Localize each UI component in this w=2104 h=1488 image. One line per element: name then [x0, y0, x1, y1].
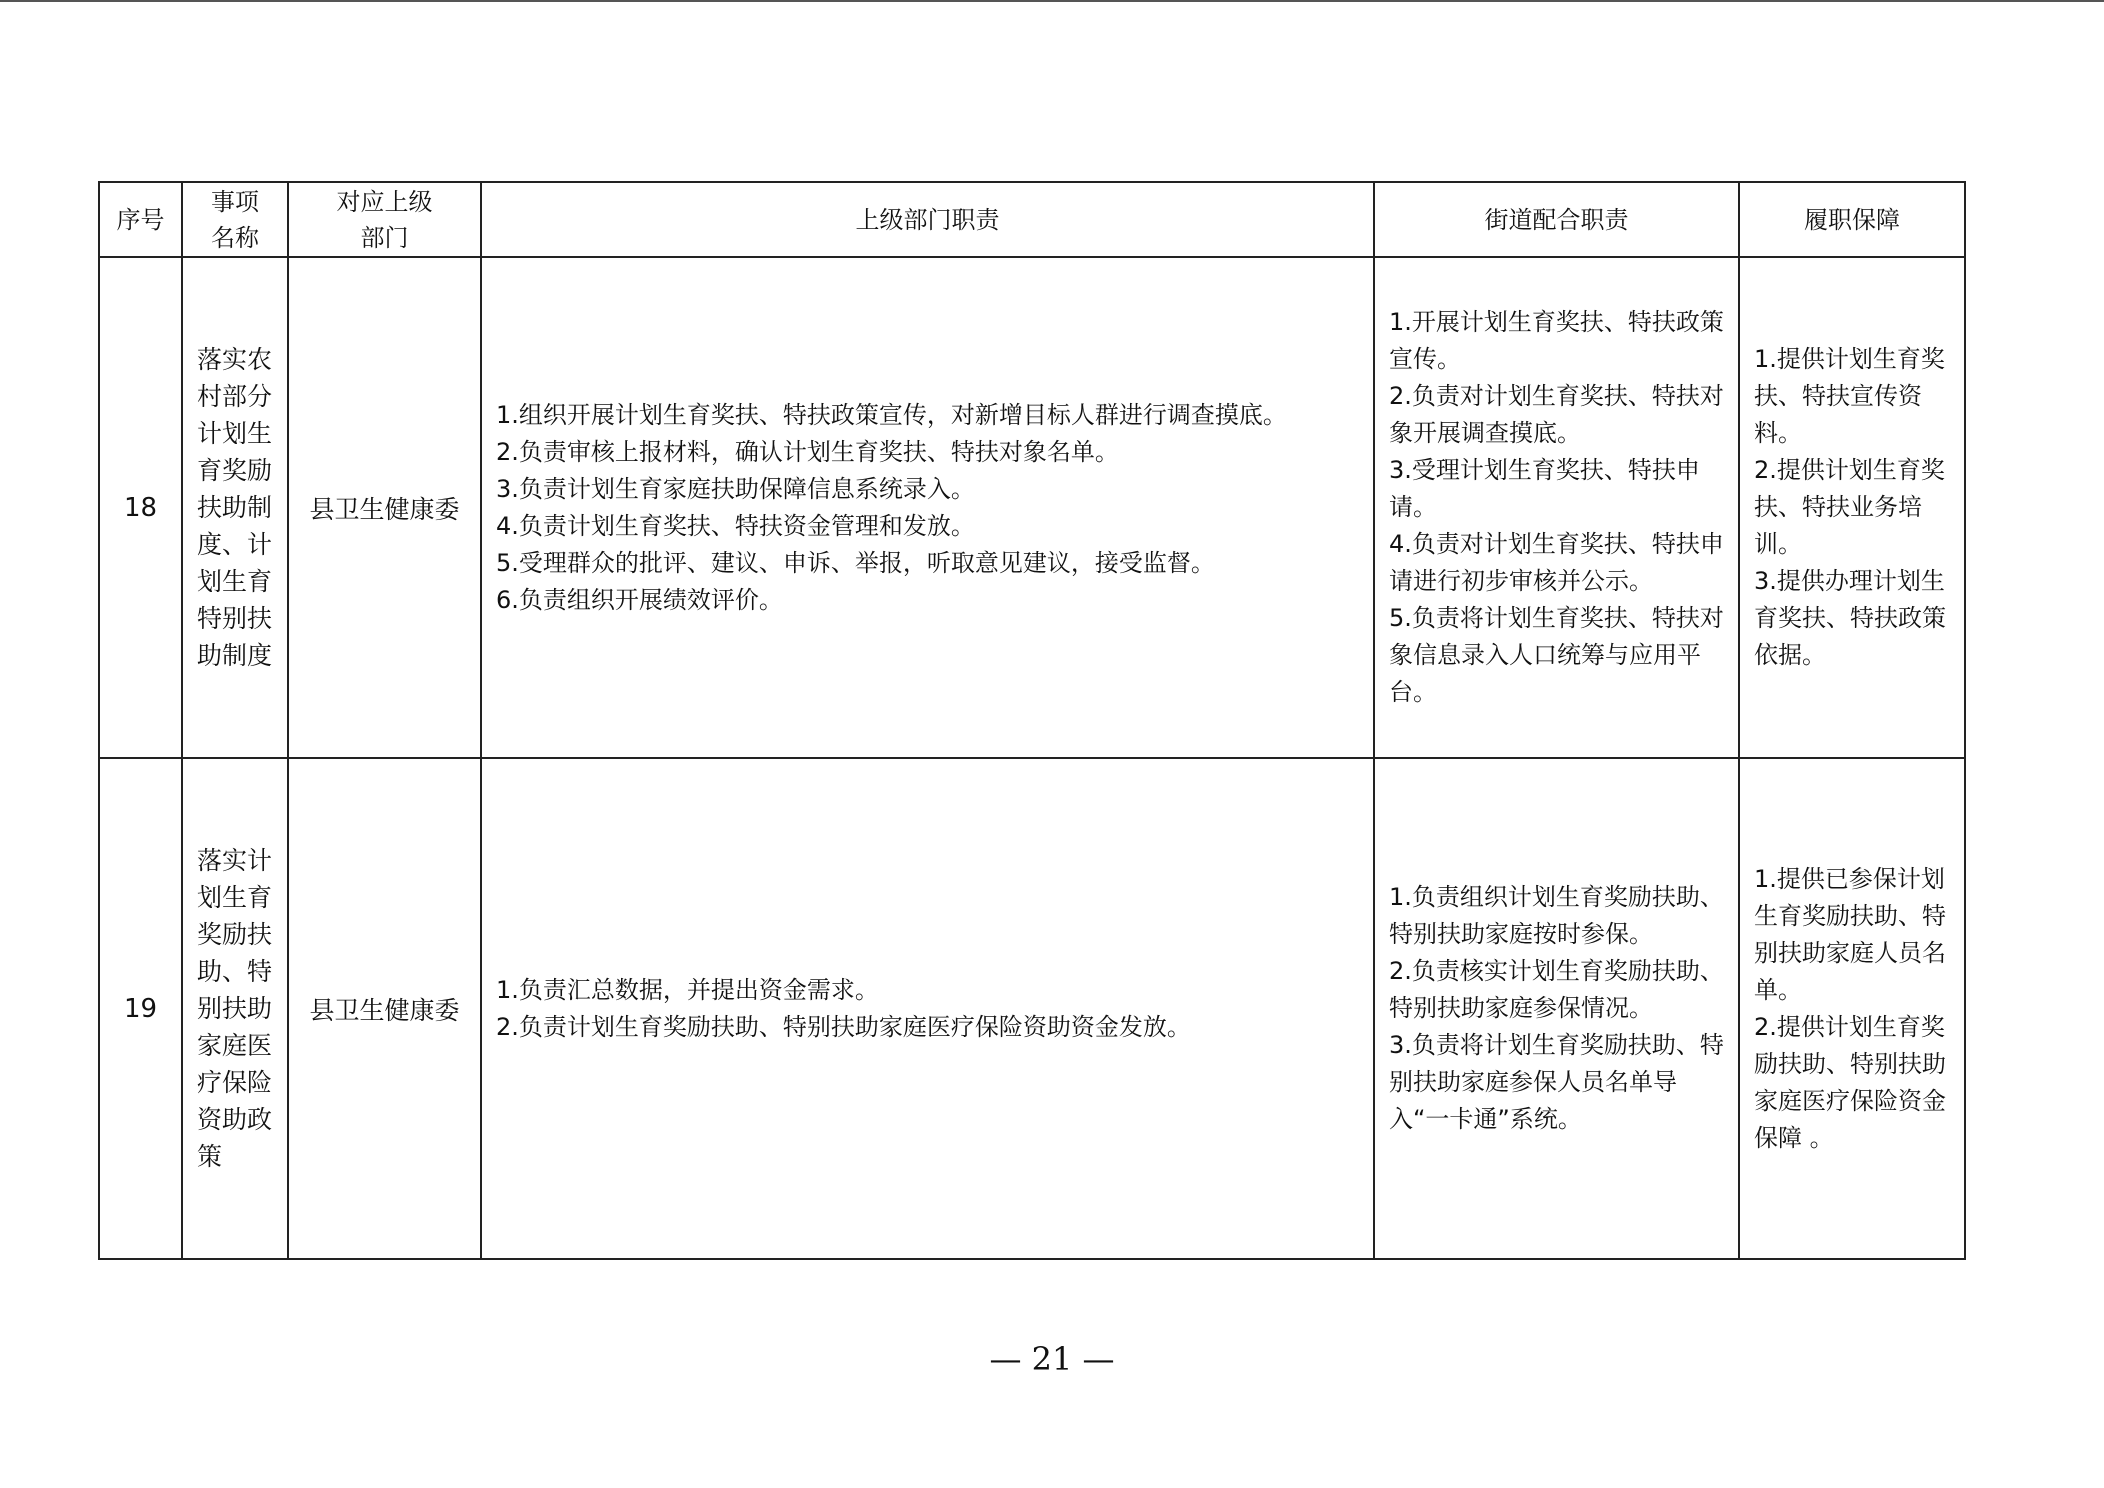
header-street-duties: 街道配合职责 [1374, 182, 1739, 257]
upper-duties-line: 2.负责计划生育奖励扶助、特别扶助家庭医疗保险资助资金发放。 [496, 1012, 1191, 1041]
upper-duties-line: 1.负责汇总数据，并提出资金需求。 [496, 975, 879, 1004]
upper-duties-line: 3.负责计划生育家庭扶助保障信息系统录入。 [496, 474, 975, 503]
upper-dept [288, 758, 481, 1259]
upper-duties [481, 758, 1374, 1259]
upper-duties-line: 6.负责组织开展绩效评价。 [496, 585, 783, 614]
row-number [99, 758, 182, 1259]
guarantee [1739, 758, 1965, 1259]
street-duties-line: 4.负责对计划生育奖扶、特扶申请进行初步审核并公示。 [1389, 530, 1724, 595]
street-duties-line: 3.受理计划生育奖扶、特扶申请。 [1389, 456, 1700, 521]
upper-dept-text: 县卫生健康委 [309, 494, 460, 524]
item-name-text: 落实计划生育奖励扶助、特别扶助家庭医疗保险资助政策 [197, 846, 273, 1171]
upper-duties [481, 257, 1374, 758]
row-number-text: 19 [123, 993, 158, 1024]
upper-duties-line: 5.受理群众的批评、建议、申诉、举报，听取意见建议，接受监督。 [496, 548, 1215, 577]
item-name [182, 758, 288, 1259]
row-number-text: 18 [123, 492, 158, 523]
item-name-text: 落实农村部分计划生育奖励扶助制度、计划生育特别扶助制度 [197, 345, 273, 670]
guarantee-line: 3.提供办理计划生育奖扶、特扶政策依据。 [1754, 567, 1946, 669]
street-duties-line: 2.负责对计划生育奖扶、特扶对象开展调查摸底。 [1389, 382, 1724, 447]
street-duties-line: 2.负责核实计划生育奖励扶助、特别扶助家庭参保情况。 [1389, 957, 1724, 1022]
table-row [99, 257, 1965, 758]
guarantee-line: 2.提供计划生育奖励扶助、特别扶助家庭医疗保险资金保障 。 [1754, 1012, 1946, 1152]
guarantee-line: 2.提供计划生育奖扶、特扶业务培训。 [1754, 456, 1945, 558]
item-name [182, 257, 288, 758]
page-number: — 21 — [989, 1340, 1115, 1378]
upper-duties-line: 4.负责计划生育奖扶、特扶资金管理和发放。 [496, 511, 975, 540]
guarantee [1739, 257, 1965, 758]
table-header-row [99, 182, 1965, 257]
street-duties [1374, 257, 1739, 758]
header-item-name: 事项 名称 [182, 182, 288, 257]
row-number [99, 257, 182, 758]
guarantee-line: 1.提供已参保计划生育奖励扶助、特别扶助家庭人员名单。 [1754, 864, 1946, 1004]
upper-duties-line: 2.负责审核上报材料，确认计划生育奖扶、特扶对象名单。 [496, 437, 1119, 466]
street-duties-line: 1.开展计划生育奖扶、特扶政策宣传。 [1389, 308, 1724, 373]
upper-dept [288, 257, 481, 758]
duty-table [98, 181, 1966, 1260]
upper-dept-text: 县卫生健康委 [309, 995, 460, 1025]
guarantee-line: 1.提供计划生育奖扶、特扶宣传资料。 [1754, 345, 1945, 447]
street-duties-line: 3.负责将计划生育奖励扶助、特别扶助家庭参保人员名单导入“一卡通”系统。 [1389, 1031, 1724, 1133]
top-border-line [0, 0, 2104, 2]
header-guarantee: 履职保障 [1739, 182, 1965, 257]
street-duties-line: 1.负责组织计划生育奖励扶助、特别扶助家庭按时参保。 [1389, 883, 1724, 948]
header-upper-dept: 对应上级 部门 [288, 182, 481, 257]
street-duties-line: 5.负责将计划生育奖扶、特扶对象信息录入人口统筹与应用平台。 [1389, 604, 1724, 706]
table-row [99, 758, 1965, 1259]
upper-duties-line: 1.组织开展计划生育奖扶、特扶政策宣传，对新增目标人群进行调查摸底。 [496, 400, 1287, 429]
street-duties [1374, 758, 1739, 1259]
header-upper-duties: 上级部门职责 [481, 182, 1374, 257]
header-no: 序号 [99, 182, 182, 257]
